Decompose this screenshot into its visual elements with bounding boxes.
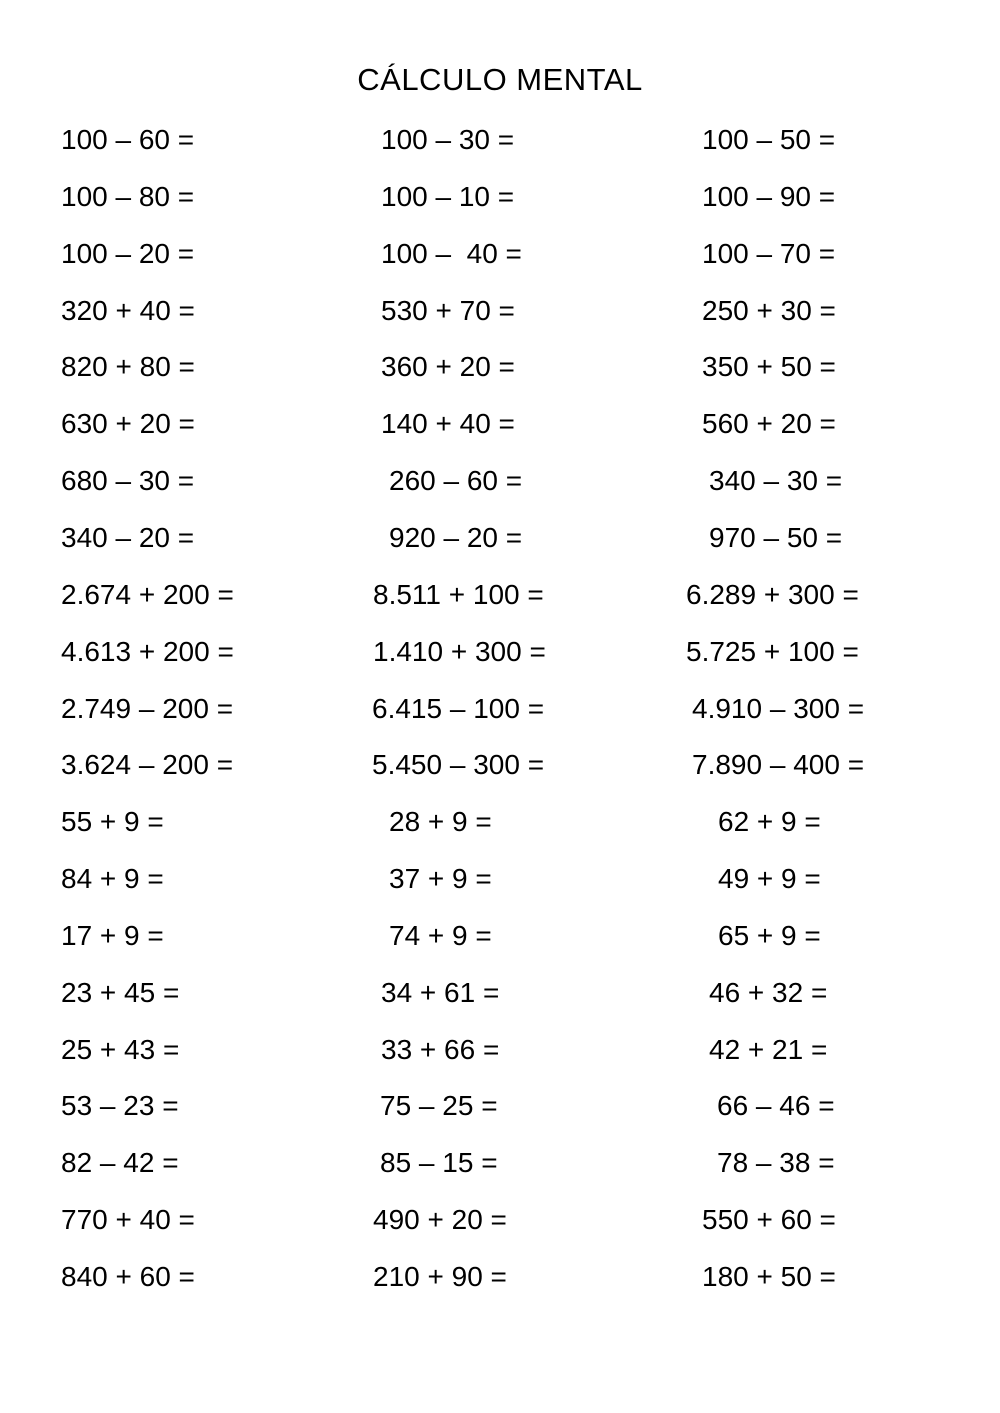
exercise-expression: 46 + 32 = [709, 976, 828, 1008]
exercise-row [0, 518, 1000, 558]
exercise-row [0, 234, 1000, 274]
exercise-row [0, 1143, 1000, 1183]
exercise-row [0, 745, 1000, 785]
exercise-expression: 100 – 50 = [702, 124, 836, 155]
exercise-expression: 85 – 15 = [380, 1147, 498, 1179]
exercise-row [0, 916, 1000, 956]
exercise-expression: 260 – 60 = [389, 465, 523, 497]
exercise-expression: 5.450 – 300 = [372, 749, 545, 781]
exercise-row [0, 859, 1000, 899]
exercise-expression: 820 + 80 = [61, 351, 195, 383]
exercise-row [0, 347, 1000, 387]
exercise-row [0, 177, 1000, 217]
exercise-expression: 630 + 20 = [61, 408, 195, 440]
exercise-expression: 4.910 – 300 = [692, 692, 865, 724]
exercise-expression: 62 + 9 = [718, 806, 821, 838]
exercise-row [0, 1030, 1000, 1070]
exercise-expression: 1.410 + 300 = [373, 635, 546, 667]
exercise-expression: 210 + 90 = [373, 1261, 507, 1292]
exercise-expression: 100 – 90 = [702, 180, 836, 212]
exercise-expression: 490 + 20 = [373, 1204, 507, 1236]
exercise-expression: 53 – 23 = [61, 1090, 179, 1122]
exercise-expression: 140 + 40 = [381, 408, 515, 440]
exercise-expression: 28 + 9 = [389, 806, 492, 838]
exercise-expression: 100 – 20 = [61, 237, 195, 269]
exercise-expression: 100 – 10 = [381, 180, 515, 212]
exercise-expression: 82 – 42 = [61, 1147, 179, 1179]
exercise-expression: 340 – 30 = [709, 465, 843, 497]
exercise-row [0, 1086, 1000, 1126]
exercise-expression: 920 – 20 = [389, 521, 523, 553]
exercise-expression: 360 + 20 = [381, 351, 515, 383]
exercise-row [0, 689, 1000, 729]
exercise-expression: 65 + 9 = [718, 919, 821, 951]
exercise-expression: 2.749 – 200 = [61, 692, 234, 724]
exercise-expression: 74 + 9 = [389, 919, 492, 951]
exercise-expression: 42 + 21 = [709, 1033, 828, 1065]
exercise-expression: 6.415 – 100 = [372, 692, 545, 724]
exercise-expression: 5.725 + 100 = [686, 635, 859, 667]
exercise-expression: 17 + 9 = [61, 919, 164, 951]
exercise-expression: 4.613 + 200 = [61, 635, 234, 667]
exercise-row [0, 291, 1000, 331]
exercise-expression: 49 + 9 = [718, 863, 821, 895]
exercise-expression: 7.890 – 400 = [692, 749, 865, 781]
exercise-expression: 23 + 45 = [61, 976, 180, 1008]
exercise-expression: 680 – 30 = [61, 465, 195, 497]
exercise-expression: 37 + 9 = [389, 863, 492, 895]
exercise-expression: 970 – 50 = [709, 521, 843, 553]
exercise-expression: 100 – 70 = [702, 237, 836, 269]
exercise-row [0, 1257, 1000, 1297]
exercise-row [0, 461, 1000, 501]
exercise-expression: 6.289 + 300 = [686, 578, 859, 610]
exercise-expression: 250 + 30 = [702, 294, 836, 326]
exercise-row [0, 632, 1000, 672]
exercise-expression: 100 – 60 = [61, 124, 195, 155]
exercise-expression: 560 + 20 = [702, 408, 836, 440]
exercise-expression: 100 – 40 = [381, 237, 522, 269]
exercise-row [0, 404, 1000, 444]
exercise-expression: 340 – 20 = [61, 521, 195, 553]
exercise-row [0, 802, 1000, 842]
exercise-expression: 100 – 80 = [61, 180, 195, 212]
exercise-expression: 770 + 40 = [61, 1204, 195, 1236]
exercise-expression: 180 + 50 = [702, 1261, 836, 1292]
exercise-expression: 78 – 38 = [717, 1147, 835, 1179]
exercise-expression: 3.624 – 200 = [61, 749, 234, 781]
page-title: CÁLCULO MENTAL [357, 62, 643, 97]
exercise-row [0, 575, 1000, 615]
exercise-expression: 8.511 + 100 = [373, 578, 544, 610]
exercise-expression: 550 + 60 = [702, 1204, 836, 1236]
exercise-row [0, 1200, 1000, 1240]
exercise-expression: 33 + 66 = [381, 1033, 500, 1065]
exercise-expression: 2.674 + 200 = [61, 578, 234, 610]
exercise-expression: 25 + 43 = [61, 1033, 180, 1065]
exercise-expression: 320 + 40 = [61, 294, 195, 326]
exercise-expression: 75 – 25 = [380, 1090, 498, 1122]
exercise-expression: 840 + 60 = [61, 1261, 195, 1292]
exercise-expression: 66 – 46 = [717, 1090, 835, 1122]
exercise-expression: 55 + 9 = [61, 806, 164, 838]
exercise-expression: 530 + 70 = [381, 294, 515, 326]
exercise-expression: 100 – 30 = [381, 124, 515, 155]
exercise-expression: 84 + 9 = [61, 863, 164, 895]
exercise-row [0, 120, 1000, 160]
exercise-expression: 34 + 61 = [381, 976, 500, 1008]
exercise-expression: 350 + 50 = [702, 351, 836, 383]
exercise-row [0, 973, 1000, 1013]
